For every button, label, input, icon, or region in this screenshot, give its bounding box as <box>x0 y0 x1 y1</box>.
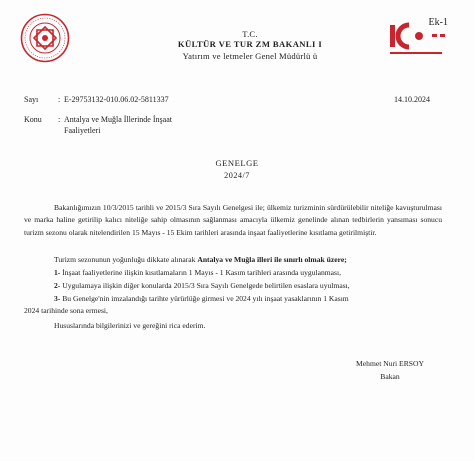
header-directorate: Yatırım ve letmeler Genel Müdürlü ü <box>182 51 318 61</box>
list-item-1-text: İnşaat faaliyetlerine ilişkin kısıtlamaların 1 Mayıs - 1 Kasım tarihleri arasında uygulanması, <box>60 268 342 277</box>
list-item-2-text: Uygulamaya ilişkin diğer konularda 2015/3 Sıra Sayılı Genelgede belirtilen esaslara uyulması, <box>60 281 350 290</box>
closing-sentence: Hususlarında bilgilerinizi ve gereğini rica ederim. <box>54 321 206 330</box>
paragraph-intro: Bakanlığımızın 10/3/2015 tarihli ve 2015/3 Sıra Sayılı Genelgesi ile; ülkemiz turizminin sürdürülebilir niteliğe kavuşturulması ve marka haline getirilip kalıcı niteliğe sahip olmasının sağlanması amacıyla ülkemiz genelinde alınan tedbirlerin yansıması sonucu turizm sezonu olarak nitelendirilen 15 Mayıs - 15 Ekim tarihleri arasında inşaat faaliyetlerine kısıtlama getirilmiştir. <box>24 203 442 237</box>
document-date: 14.10.2024 <box>394 95 430 104</box>
signatory-name: Mehmet Nuri ERSOY <box>356 359 424 368</box>
list-item-3 <box>54 294 442 303</box>
konu-value-line1: Antalya ve Muğla İllerinde İnşaat <box>64 115 172 124</box>
list-item-2-number: 2- <box>54 281 61 290</box>
sayi-colon: : <box>58 95 61 104</box>
list-item-2 <box>54 281 350 290</box>
konu-value-line2: Faaliyetleri <box>64 126 101 135</box>
header-country: T.C. <box>242 29 258 39</box>
sayi-value: E-29753132-010.06.02-5811337 <box>64 95 169 104</box>
list-item-3-number: 3- <box>54 294 61 303</box>
list-item-1-number: 1- <box>54 268 61 277</box>
list-item-3-text: Bu Genelge'nin imzalandığı tarihte yürürlüğe girmesi ve 2024 yılı inşaat yasaklarının 1 Kasım <box>60 294 349 303</box>
ministry-seal-logo <box>20 13 70 63</box>
document-number: 2024/7 <box>224 171 250 180</box>
list-item-3-continuation: 2024 tarihinde sona ermesi, <box>24 306 108 315</box>
scope-text: Turizm sezonunun yoğunluğu dikkate alınarak <box>54 255 198 264</box>
list-item-1 <box>54 268 341 277</box>
header-ministry: KÜLTÜR VE TUR ZM BAKANLI I <box>177 39 323 49</box>
annex-label: Ek-1 <box>428 17 448 28</box>
paragraph-scope <box>54 255 347 264</box>
signatory-title: Bakan <box>380 372 400 381</box>
document-title: GENELGE <box>215 158 259 168</box>
konu-label: Konu <box>24 115 42 124</box>
konu-colon: : <box>58 115 61 124</box>
sayi-label: Sayı <box>24 95 39 104</box>
scope-bold-text: Antalya ve Muğla illeri ile sınırlı olmak üzere; <box>197 255 347 264</box>
